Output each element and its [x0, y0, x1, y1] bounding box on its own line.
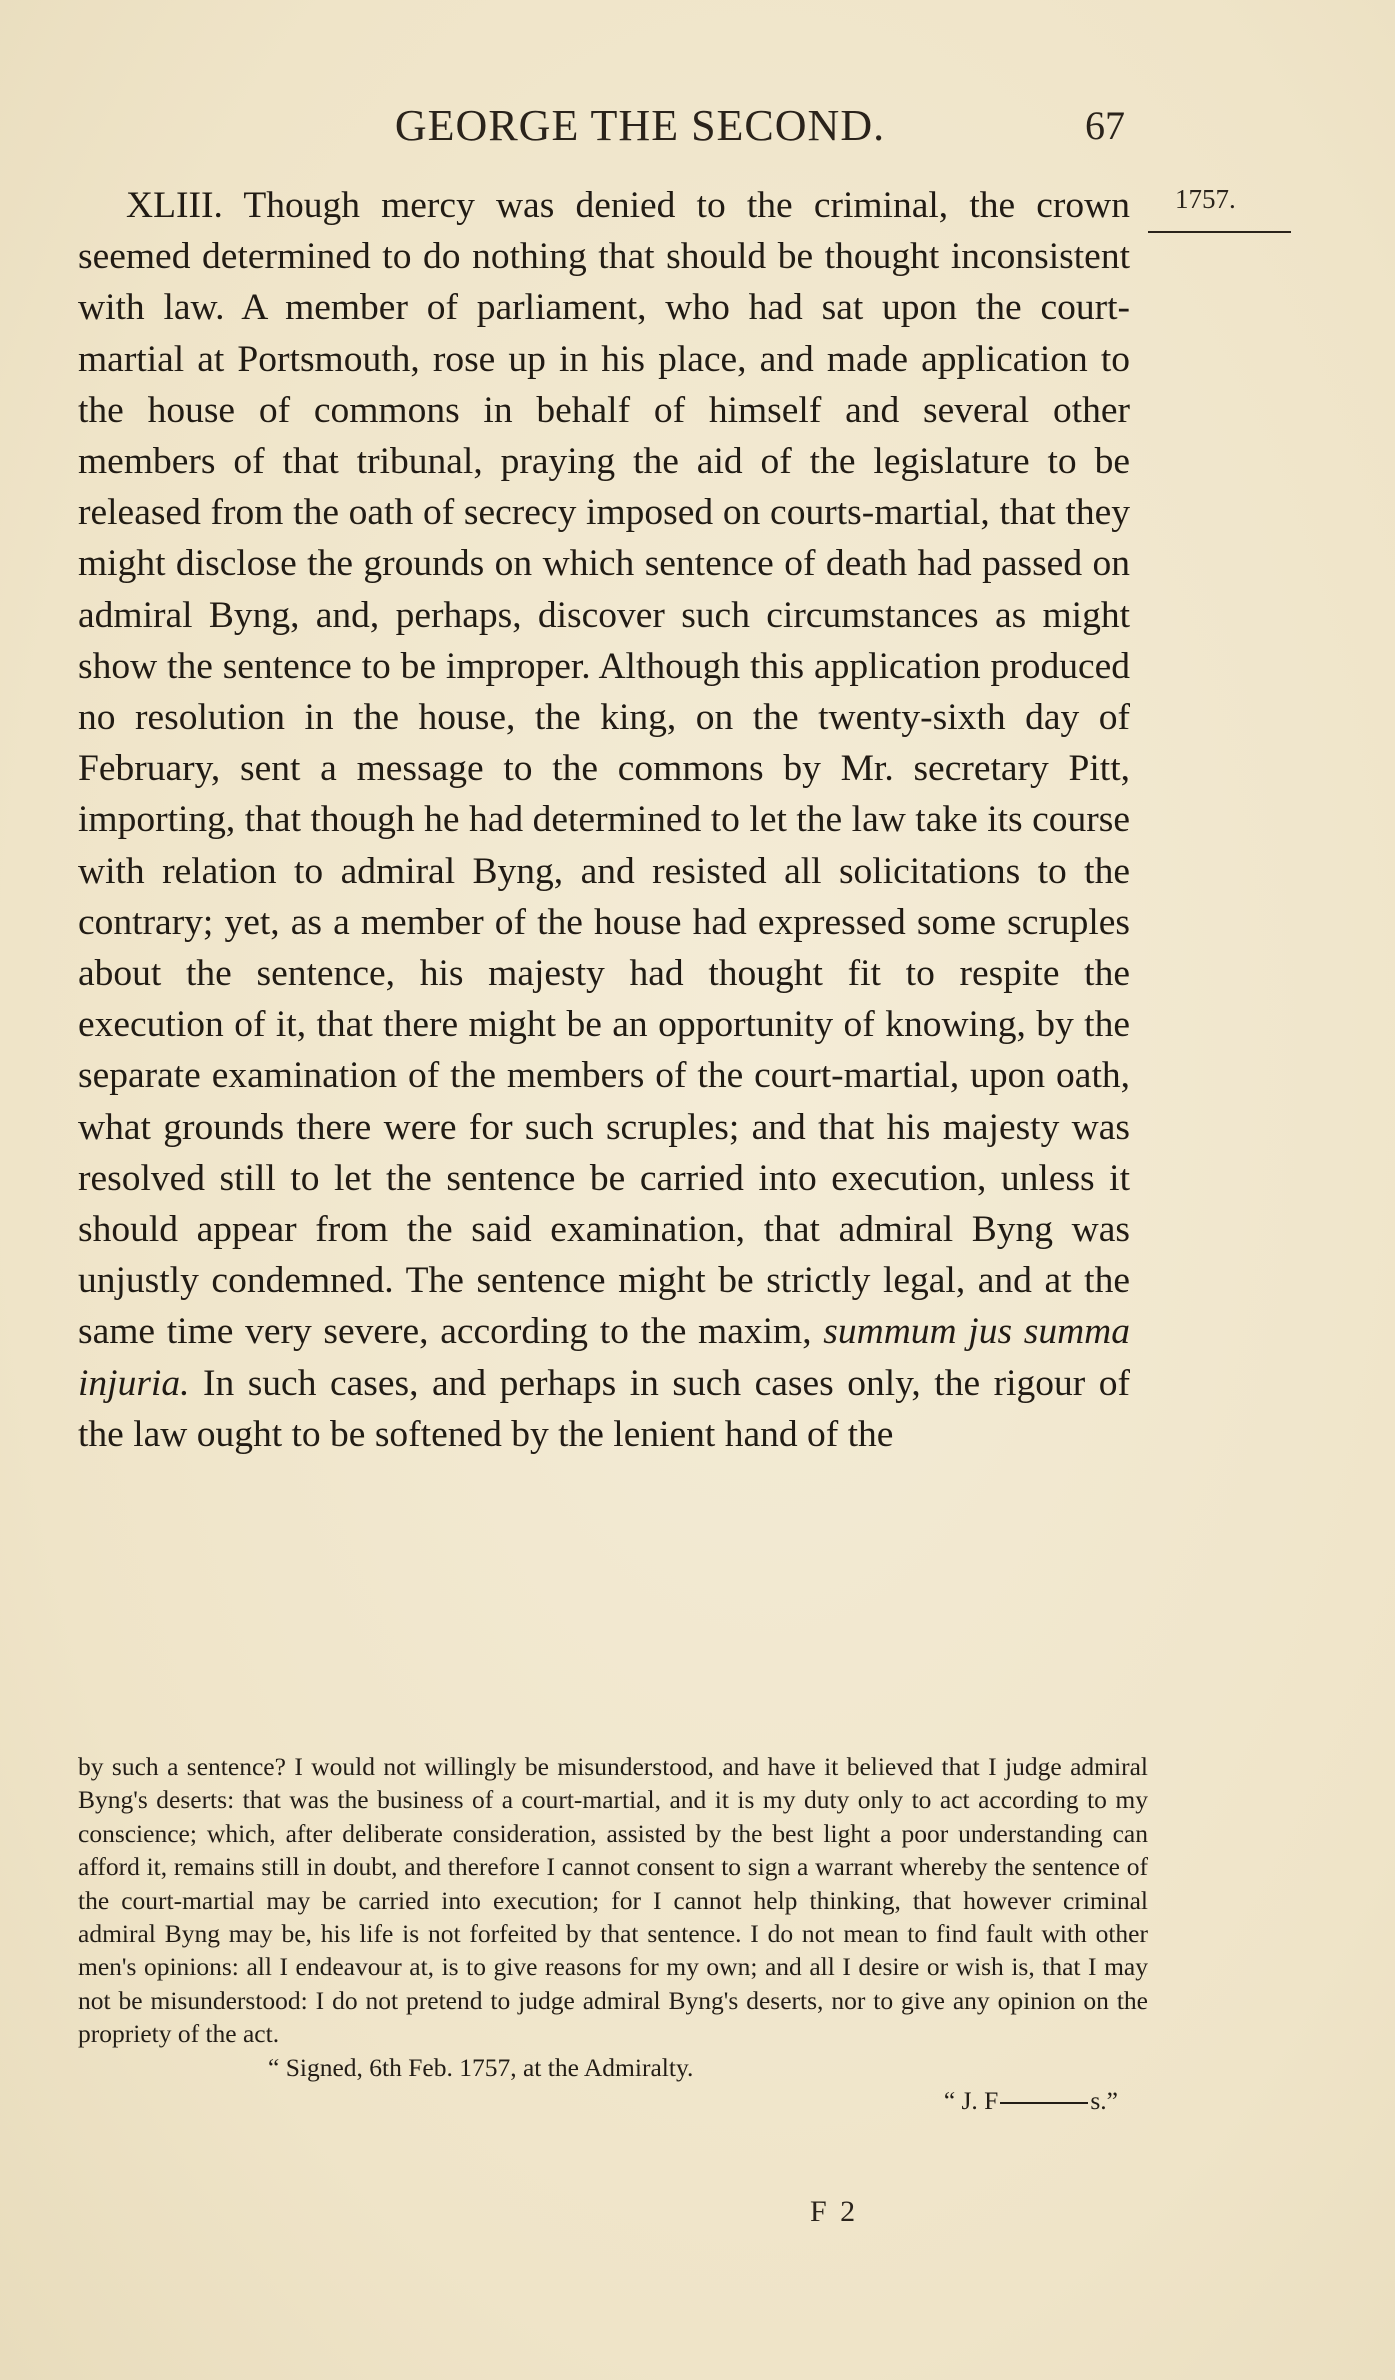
footnote-text: by such a sentence? I would not willingly be misunderstood, and have it believed that I judge admiral Byng's deserts: that was the business of a court-martial, and it is my duty only to act according to my conscience; which, after deliberate consideration, assisted by the best light a poor understanding can afford it, remains still in doubt, and therefore I cannot consent to sign a warrant whereby the sentence of the court-martial may be carried into execution; for I cannot help thinking, that however criminal admiral Byng may be, his life is not forfeited by that sentence. I do not mean to find fault with other men's opinions: all I endeavour at, is to give reasons for my own; and all I desire or wish is, that I may not be misunderstood: I do not pretend to judge admiral Byng's deserts, nor to give any opinion on the propriety of the act.: [78, 1752, 1148, 2049]
main-text-block: [78, 180, 1130, 1460]
running-title: GEORGE THE SECOND.: [394, 101, 886, 150]
main-paragraph: [78, 180, 1130, 1460]
footnote-signature: [78, 2084, 1148, 2117]
printer-signature-mark: F 2: [810, 2195, 859, 2228]
signature-dash: [1000, 2102, 1088, 2104]
signature-initials: “ J. F: [943, 2086, 999, 2116]
footnote-signed-line: “ Signed, 6th Feb. 1757, at the Admiralty.: [268, 2052, 694, 2082]
margin-year-note: 1757.: [1175, 184, 1236, 214]
section-number: XLIII.: [126, 185, 223, 226]
signature-ending: s.”: [1090, 2086, 1118, 2116]
paragraph-continuation: In such cases, and perhaps in such cases only, the rigour of the law ought to be softened by the lenient hand of the: [78, 1362, 1130, 1455]
paragraph-text: Though mercy was denied to the criminal, the crown seemed determined to do nothing that should be thought inconsistent with law. A member of parliament, who had sat upon the court-martial at Portsmouth, rose up in his place, and made application to the house of commons in behalf of himself and several other members of that tribunal, praying the aid of the legislature to be released from the oath of secrecy imposed on courts-martial, that they might disclose the grounds on which sentence of death had passed on admiral Byng, and, perhaps, discover such circumstances as might show the sentence to be improper. Although this application produced no resolution in the house, the king, on the twenty-sixth day of February, sent a message to the commons by Mr. secretary Pitt, importing, that though he had determined to let the law take its course with relation to admiral Byng, and resisted all solicitations to the contrary; yet, as a member of the house had expressed some scruples about the sentence, his majesty had thought fit to respite the execution of it, that there might be an opportunity of knowing, by the separate examination of the members of the court-martial, upon oath, what grounds there were for such scruples; and that his majesty was resolved still to let the sentence be carried into execution, unless it should appear from the said examination, that admiral Byng was unjustly condemned. The sentence might be strictly legal, and at the same time very severe, according to the maxim,: [78, 185, 1130, 1353]
margin-rule: [1148, 231, 1291, 233]
footnote-block: [78, 1750, 1148, 2117]
page-number: 67: [1085, 103, 1125, 148]
latin-maxim: summum jus summa injuria.: [78, 1311, 1130, 1404]
